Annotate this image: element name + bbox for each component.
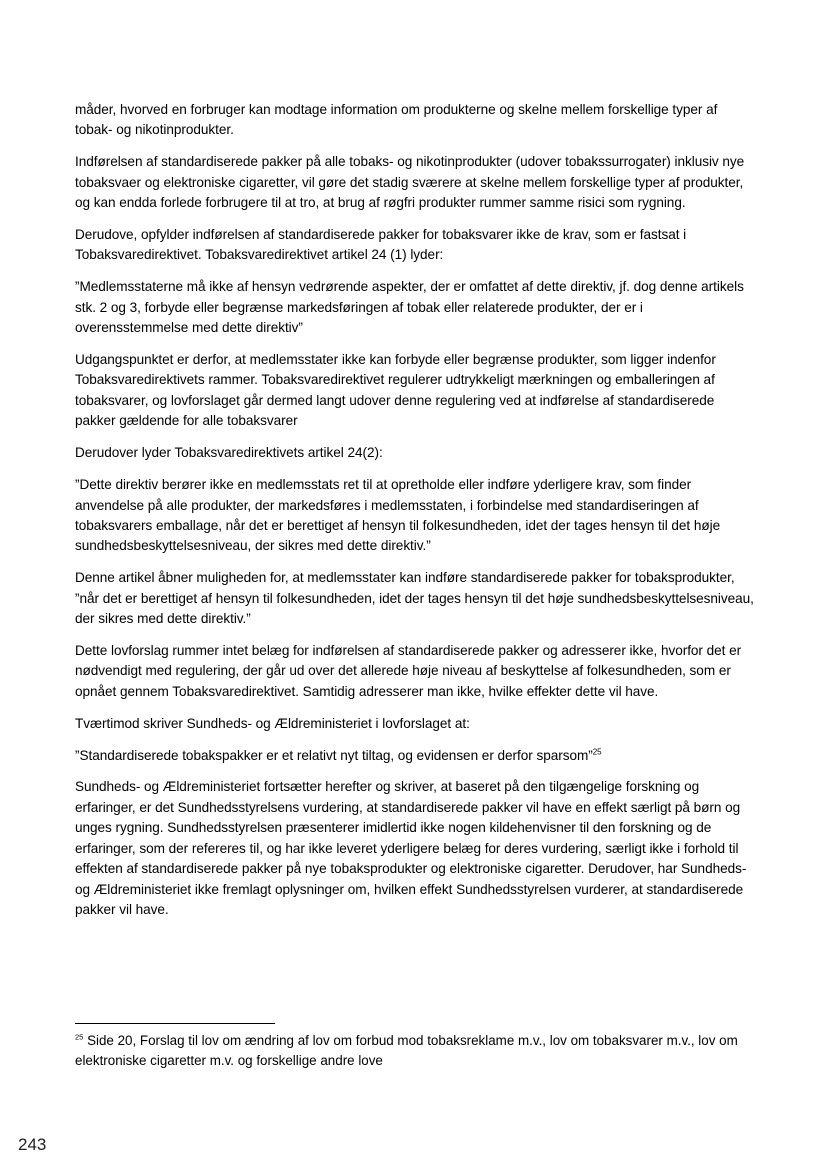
footnote-marker: 25 [75, 1032, 84, 1042]
quote-article-24-2: ”Dette direktiv berører ikke en medlemsstats ret til at opretholde eller indføre yderligere krav, som finder anvendelse på alle produkter, der markedsføres i medlemsstaten, i forbindelse med standardiseringen af tobaksvarers emballage, når det er berettiget af hensyn til folkesundheden, idet der tages hensyn til det høje sundhedsbeskyttelsesniveau, der sikres med dette direktiv.” [75, 477, 721, 554]
document-body [75, 100, 755, 932]
footnote-separator [75, 1023, 275, 1024]
paragraph-9: Dette lovforslag rummer intet belæg for indførelsen af standardiserede pakker og adresserer ikke, hvorfor det er nødvendigt med regulering, der går ud over det allerede høje niveau af beskyttelse af folkesundheden, som er opnået gennem Tobaksvaredirektivet. Samtidig adresserer man ikke, hvilke effekter dette vil have. [75, 642, 742, 699]
paragraph-10: Tværtimod skriver Sundheds- og Ældreministeriet i lovforslaget at: [75, 715, 470, 731]
paragraph-12: Sundheds- og Ældreministeriet fortsætter herefter og skriver, at baseret på den tilgængelige forskning og erfaringer, er det Sundhedsstyrelsens vurdering, at standardiserede pakker vil have en effekt særligt på børn og unges rygning. Sundhedsstyrelsen præsenterer imidlertid ikke nogen kildehenvisner til den forskning og de erfaringer, som der refereres til, og har ikke leveret yderligere belæg for deres vurdering, særligt ikke i forhold til effekten af standardiserede pakker på nye tobaksprodukter og elektroniske cigaretter. Derudover, har Sundheds- og Ældreministeriet ikke fremlagt oplysninger om, hvilken effekt Sundhedsstyrelsen vurderer, at standardiserede pakker vil have. [75, 779, 747, 917]
page-number: 243 [18, 1135, 47, 1154]
footnote [75, 1031, 755, 1071]
footnote-reference[interactable]: 25 [592, 747, 602, 757]
paragraph-3: Derudove, opfylder indførelsen af standardiserede pakker for tobaksvarer ikke de krav, som er fastsat i Tobaksvaredirektivet. Tobaksvaredirektivet artikel 24 (1) lyder: [75, 227, 687, 263]
footnote-text: Side 20, Forslag til lov om ændring af lov om forbud mod tobaksreklame m.v., lov om tobaksvarer m.v., lov om elektroniske cigaretter m.v. og forskellige andre love [75, 1033, 738, 1068]
paragraph-2: Indførelsen af standardiserede pakker på alle tobaks- og nikotinprodukter (udover tobakssurrogater) inklusiv nye tobaksvaer og elektroniske cigaretter, vil gøre det stadig sværere at skelne mellem forskellige typer af produkter, og kan endda forlede forbrugere til at tro, at brug af røgfri produkter rummer samme risici som rygning. [75, 154, 745, 211]
quote-standardised-packs [75, 746, 755, 766]
paragraph-1: måder, hvorved en forbruger kan modtage information om produkterne og skelne mellem forskellige typer af tobak- og nikotinprodukter. [75, 102, 718, 138]
paragraph-6: Derudover lyder Tobaksvaredirektivets artikel 24(2): [75, 445, 383, 461]
paragraph-8: Denne artikel åbner muligheden for, at medlemsstater kan indføre standardiserede pakker for tobaksprodukter, ”når det er berettiget af hensyn til folkesundheden, idet der tages hensyn til det høje sundhedsbeskyttelsesniveau, der sikres med dette direktiv.” [75, 570, 754, 627]
quote-article-24-1: ”Medlemsstaterne må ikke af hensyn vedrørende aspekter, der er omfattet af dette direktiv, jf. dog denne artikels stk. 2 og 3, forbyde eller begrænse markedsføringen af tobak eller relaterede produkter, der er i overensstemmelse med dette direktiv” [75, 279, 744, 336]
paragraph-5: Udgangspunktet er derfor, at medlemsstater ikke kan forbyde eller begrænse produkter, som ligger indenfor Tobaksvaredirektivets rammer. Tobaksvaredirektivet regulerer udtrykkeligt mærkningen og emballeringen af tobaksvarer, og lovforslaget går dermed langt udover denne regulering ved at indførelse af standardiserede pakker gældende for alle tobaksvarer [75, 352, 716, 429]
quote-text: ”Standardiserede tobakspakker er et relativt nyt tiltag, og evidensen er derfor sparsom” [75, 747, 593, 763]
